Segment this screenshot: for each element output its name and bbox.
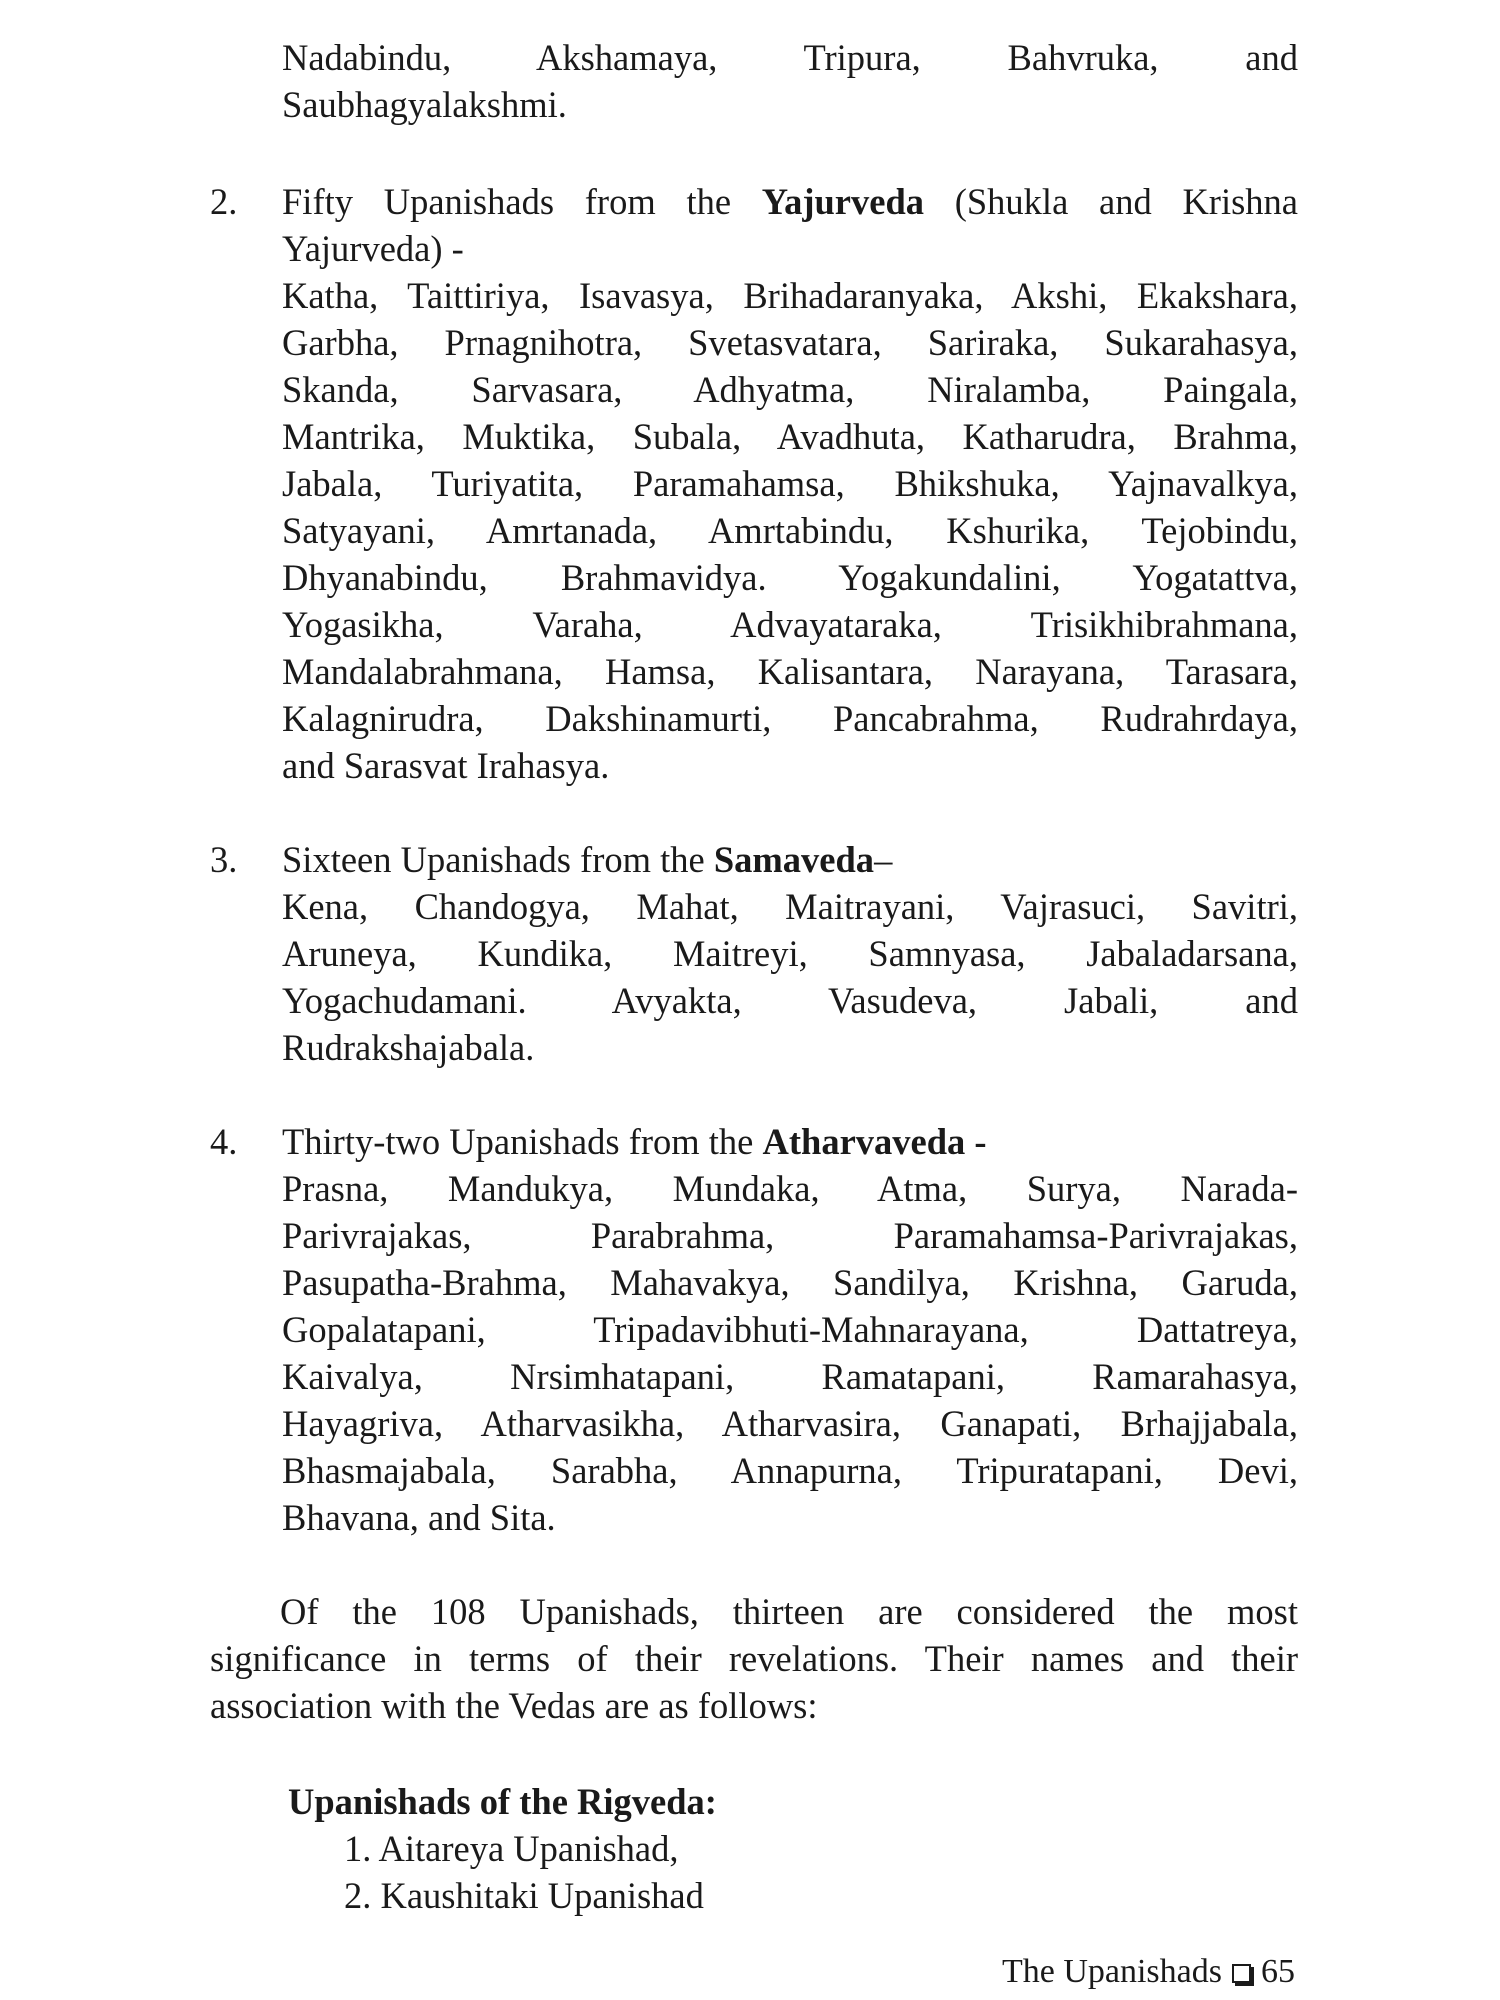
heading-post: – [874, 839, 893, 880]
upanishad-list-line: Rudrakshajabala. [282, 1027, 535, 1068]
list-item [344, 1872, 1044, 1919]
upanishad-list-line: Hayagriva, Atharvasikha, Atharvasira, Ganapati, Brhajjabala, [282, 1403, 1298, 1444]
upanishad-list-line: Kena, Chandogya, Mahat, Maitrayani, Vajrasuci, Savitri, [282, 886, 1298, 927]
rigveda-list [344, 1825, 1044, 1919]
upanishad-list-line: Aruneya, Kundika, Maitreyi, Samnyasa, Jabaladarsana, [282, 933, 1298, 974]
rigveda-heading: Upanishads of the Rigveda: [288, 1781, 717, 1822]
upanishad-list-line: Yogachudamani. Avyakta, Vasudeva, Jabali, and [282, 980, 1298, 1021]
upanishad-list-line: Bhavana, and Sita. [282, 1497, 556, 1538]
upanishad-list-line: Jabala, Turiyatita, Paramahamsa, Bhikshuka, Yajnavalkya, [282, 463, 1298, 504]
heading-pre: Fifty Upanishads from the [282, 181, 762, 222]
section-heading [282, 178, 1298, 225]
paragraph-line: association with the Vedas are as follows: [210, 1685, 818, 1726]
upanishad-list-line: Kaivalya, Nrsimhatapani, Ramatapani, Ramarahasya, [282, 1356, 1298, 1397]
list-item-text: Kaushitaki Upanishad [380, 1875, 704, 1916]
list-number: 3. [210, 839, 238, 880]
upanishad-list-line: Pasupatha-Brahma, Mahavakya, Sandilya, Krishna, Garuda, [282, 1262, 1298, 1303]
upanishad-list-line: Skanda, Sarvasara, Adhyatma, Niralamba, Paingala, [282, 369, 1298, 410]
list-item-number: 2. [344, 1875, 372, 1916]
section-heading [282, 1118, 1298, 1165]
upanishad-list-line: Bhasmajabala, Sarabha, Annapurna, Tripuratapani, Devi, [282, 1450, 1298, 1491]
heading-pre: Thirty-two Upanishads from the [282, 1121, 763, 1162]
list-item-number: 1. [344, 1828, 372, 1869]
continuation-line-1: Nadabindu, Akshamaya, Tripura, Bahvruka, and [282, 37, 1298, 78]
body-paragraph [210, 1588, 1298, 1729]
heading-veda-name: Atharvaveda - [762, 1121, 987, 1162]
upanishad-list-line: Mantrika, Muktika, Subala, Avadhuta, Katharudra, Brahma, [282, 416, 1298, 457]
yajurveda-section [282, 178, 1298, 789]
list-item [344, 1825, 1044, 1872]
upanishad-list-line: Parivrajakas, Parabrahma, Paramahamsa-Parivrajakas, [282, 1215, 1298, 1256]
list-number: 4. [210, 1121, 238, 1162]
heading-veda-name: Yajurveda [761, 181, 924, 222]
continuation-line-2: Saubhagyalakshmi. [282, 84, 567, 125]
upanishad-list-line: Mandalabrahmana, Hamsa, Kalisantara, Narayana, Tarasara, [282, 651, 1298, 692]
upanishad-list-line: Prasna, Mandukya, Mundaka, Atma, Surya, Narada- [282, 1168, 1298, 1209]
running-title: The Upanishads [1001, 1953, 1222, 1990]
paragraph-line: Of the 108 Upanishads, thirteen are considered the most [280, 1591, 1298, 1632]
continuation-text [282, 34, 1298, 128]
section-heading [282, 836, 1298, 883]
upanishad-list-line: Dhyanabindu, Brahmavidya. Yogakundalini, Yogatattva, [282, 557, 1298, 598]
square-box-icon [1232, 1964, 1251, 1983]
page-footer [1002, 1952, 1295, 1992]
heading-pre: Sixteen Upanishads from the [282, 839, 714, 880]
upanishad-list-line: Katha, Taittiriya, Isavasya, Brihadaranyaka, Akshi, Ekakshara, [282, 275, 1298, 316]
upanishad-list-line: Kalagnirudra, Dakshinamurti, Pancabrahma, Rudrahrdaya, [282, 698, 1298, 739]
atharvaveda-section [282, 1118, 1298, 1541]
heading-post: (Shukla and Krishna [924, 181, 1299, 222]
upanishad-list-line: Gopalatapani, Tripadavibhuti-Mahnarayana, Dattatreya, [282, 1309, 1298, 1350]
list-number: 2. [210, 181, 238, 222]
heading-veda-name: Samaveda [713, 839, 875, 880]
paragraph-line: significance in terms of their revelations. Their names and their [210, 1638, 1298, 1679]
samaveda-section [282, 836, 1298, 1071]
upanishad-list-line: Yogasikha, Varaha, Advayataraka, Trisikhibrahmana, [282, 604, 1298, 645]
section-heading-line-2: Yajurveda) - [282, 228, 464, 269]
list-item-text: Aitareya Upanishad, [378, 1828, 679, 1869]
page-number: 65 [1261, 1953, 1295, 1990]
upanishad-list-line: and Sarasvat Irahasya. [282, 745, 610, 786]
upanishad-list-line: Satyayani, Amrtanada, Amrtabindu, Kshurika, Tejobindu, [282, 510, 1298, 551]
upanishad-list-line: Garbha, Prnagnihotra, Svetasvatara, Sariraka, Sukarahasya, [282, 322, 1298, 363]
